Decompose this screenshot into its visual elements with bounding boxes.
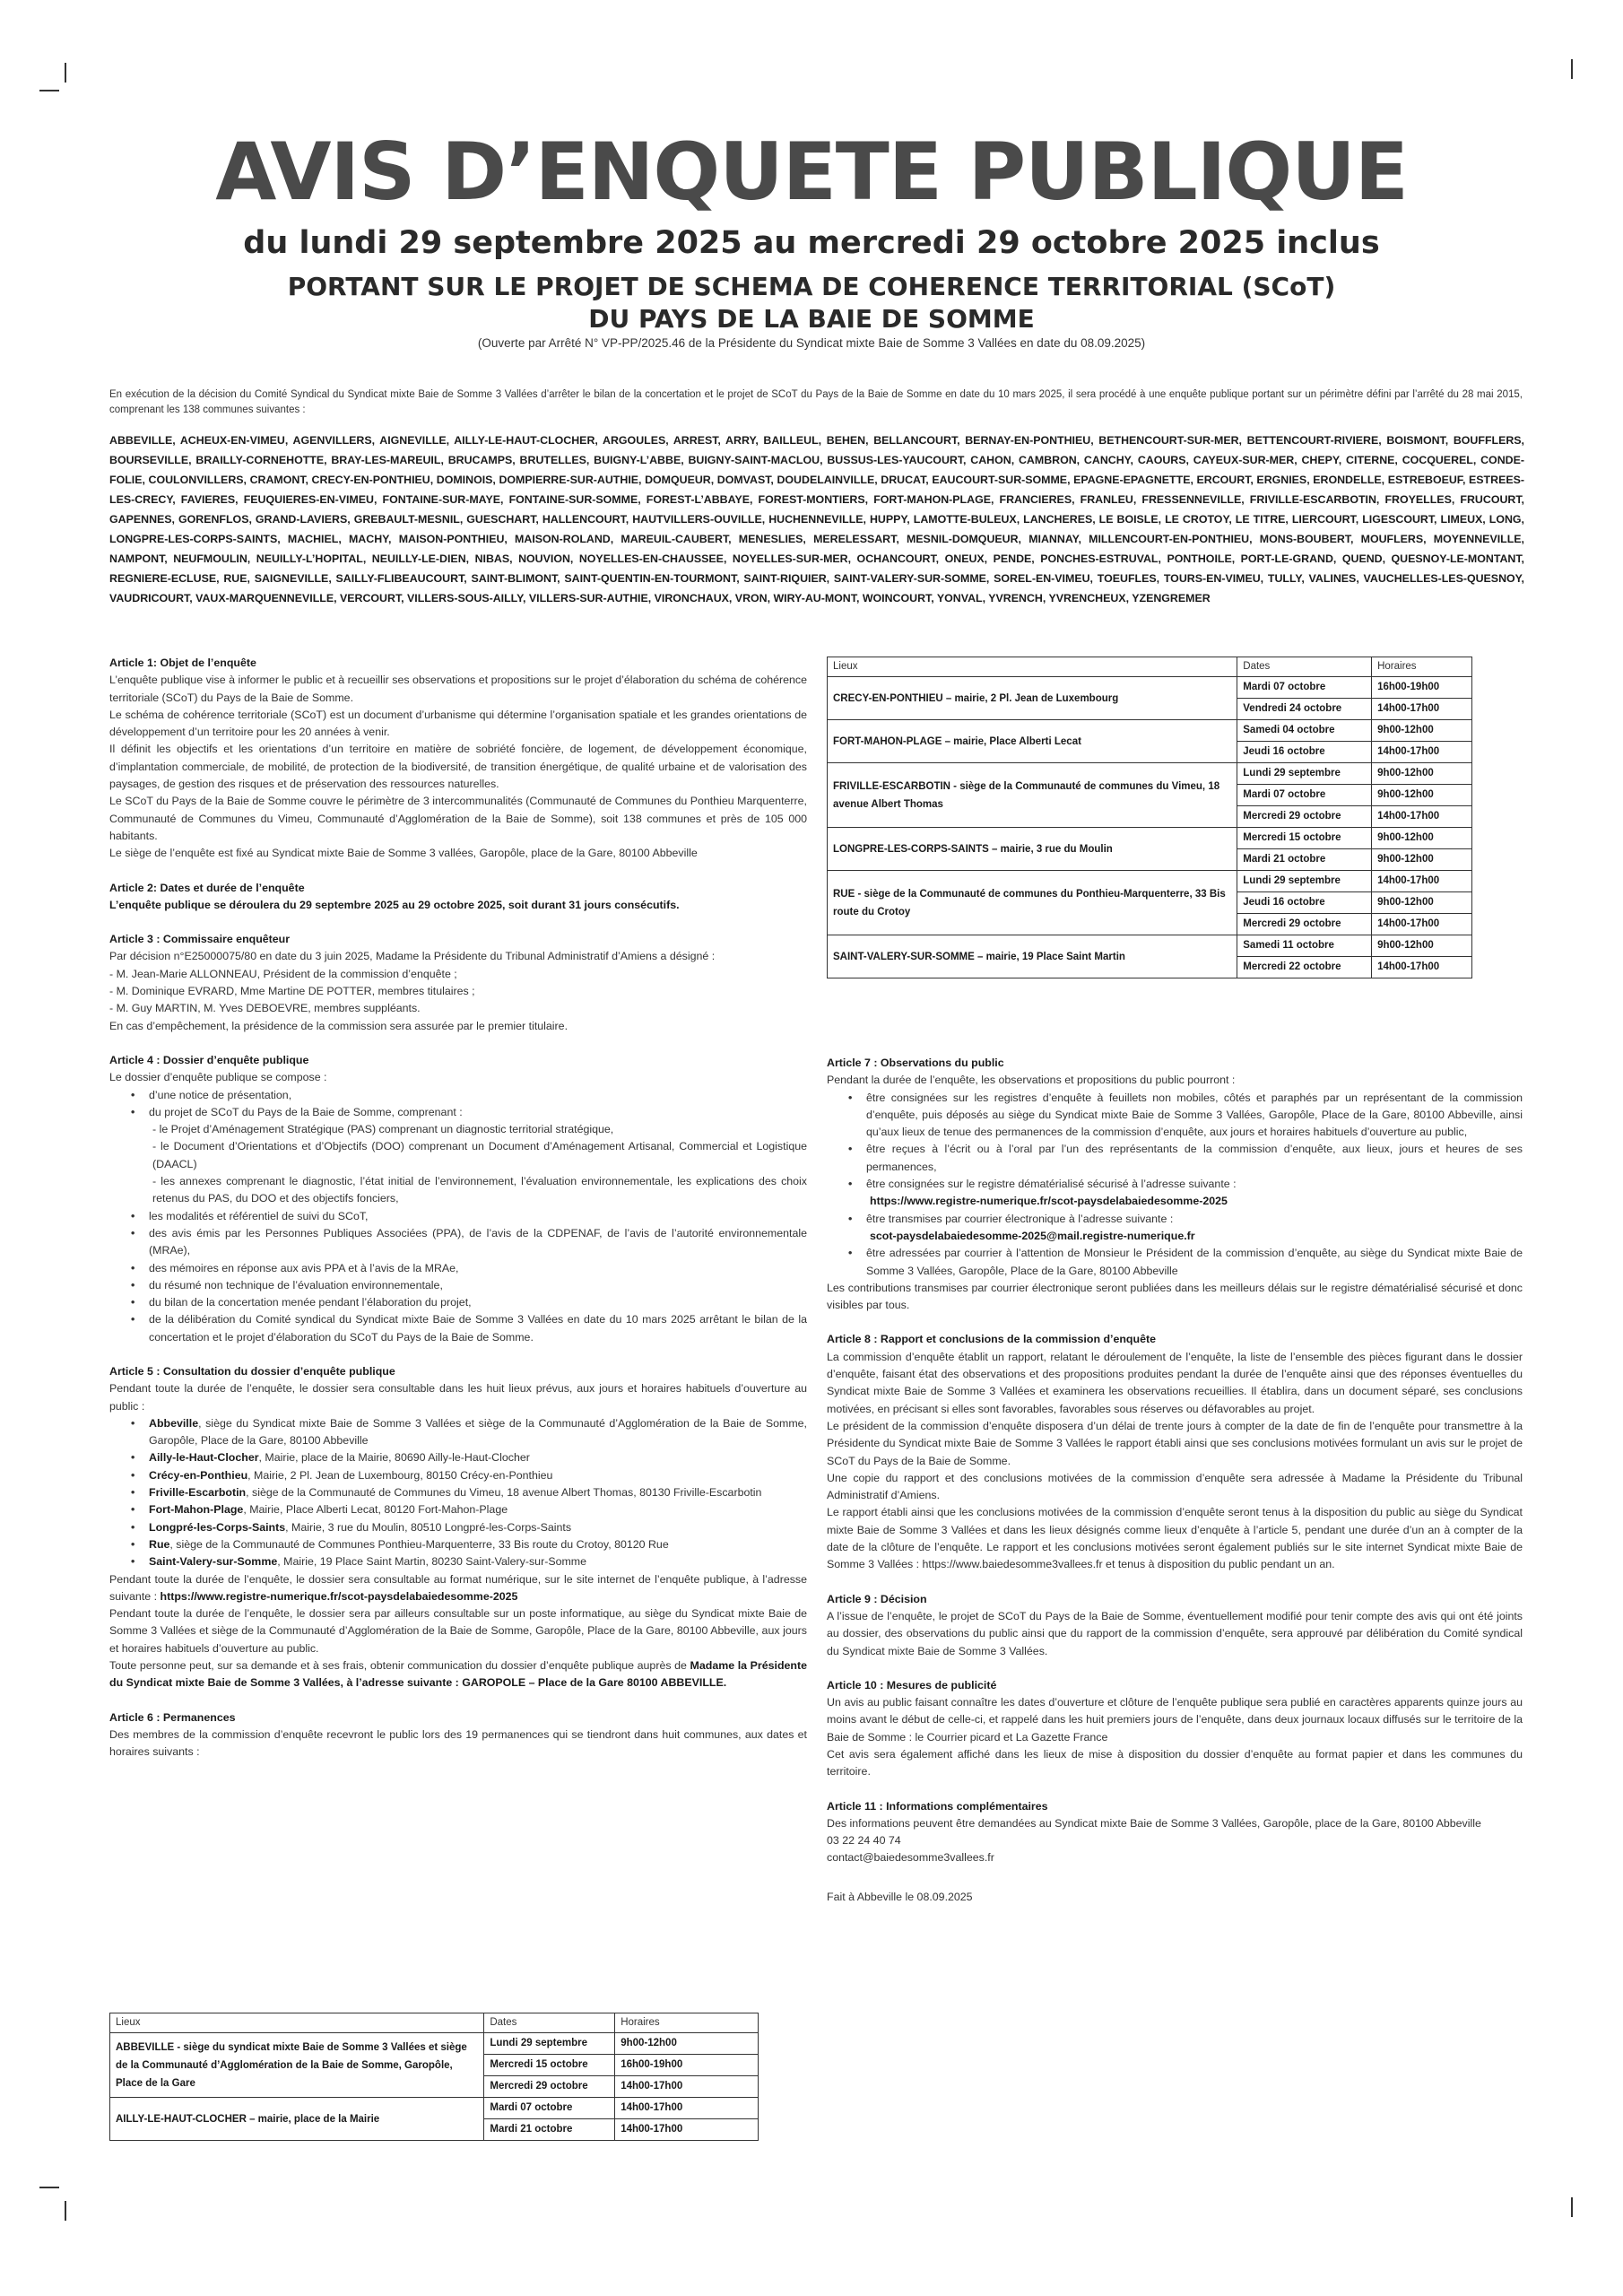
place-name: Saint-Valery-sur-Somme <box>149 1555 278 1569</box>
table-row <box>110 2033 759 2055</box>
crop-mark <box>1571 59 1573 79</box>
article-1-p1: L’enquête publique vise à informer le public et à recueillir ses observations et propositions sur le projet d’élaboration du schéma de cohérence territoriale (SCoT) du Pays de la Baie de Somme. <box>109 674 807 704</box>
place-name: Fort-Mahon-Plage <box>149 1503 244 1517</box>
list-item <box>109 1553 807 1570</box>
cell-date: Mercredi 29 octobre <box>1237 806 1372 828</box>
place-address: , siège de la Communauté de Communes du Vimeu, 18 avenue Albert Thomas, 80130 Friville-Escarbotin <box>246 1486 762 1500</box>
cell-date: Vendredi 24 octobre <box>1237 699 1372 720</box>
place-address: , Mairie, Place Alberti Lecat, 80120 Fort-Mahon-Plage <box>243 1503 508 1517</box>
cell-horaire: 14h00-17h00 <box>615 2098 759 2119</box>
place-address: , Mairie, 3 rue du Moulin, 80510 Longpré-les-Corps-Saints <box>285 1520 572 1534</box>
article-7-p2: Les contributions transmises par courrier électronique seront publiées dans les meilleurs délais sur le registre dématérialisé sécurisé et donc visibles par tous. <box>827 1281 1523 1312</box>
list-item: • d’une notice de présentation, <box>109 1087 807 1104</box>
cell-date: Lundi 29 septembre <box>1237 763 1372 785</box>
article-5-title: Article 5 : Consultation du dossier d’enquête publique <box>109 1364 395 1378</box>
cell-date: Mercredi 15 octobre <box>1237 828 1372 849</box>
contact-phone: 03 22 24 40 74 <box>827 1834 901 1848</box>
list-item: • des avis émis par les Personnes Publiques Associées (PPA), de l’avis de la CDPENAF, de l’avis de l’autorité environnementale (MRAe), <box>109 1225 807 1260</box>
article-5-p4 <box>109 1657 807 1692</box>
article-3-title: Article 3 : Commissaire enquêteur <box>109 933 291 946</box>
article-5-p1: Pendant toute la durée de l’enquête, le dossier sera consultable dans les huit lieux prévus, aux jours et horaires habituels d’ouverture au public : <box>109 1382 807 1413</box>
article-8-p2: Le président de la commission d’enquête disposera d’un délai de trente jours à compter de la date de fin de l’enquête pour transmettre à la Présidente du Syndicat mixte Baie de Somme 3 Vallées le rapport établi ainsi que ses conclusions motivées formulant un avis sur le projet de SCoT du Pays de la Baie de Somme. <box>827 1419 1523 1467</box>
cell-horaire: 14h00-17h00 <box>1372 742 1472 763</box>
table-row <box>828 677 1472 699</box>
cell-horaire: 9h00-12h00 <box>1372 828 1472 849</box>
list-item <box>109 1536 807 1553</box>
place-name: Ailly-le-Haut-Clocher <box>149 1451 259 1465</box>
article-2-title: Article 2: Dates et durée de l’enquête <box>109 881 305 894</box>
article-1-title: Article 1: Objet de l’enquête <box>109 657 256 669</box>
list-item <box>109 1467 807 1484</box>
page-header <box>99 126 1524 352</box>
article-8-title: Article 8 : Rapport et conclusions de la commission d’enquête <box>827 1333 1156 1346</box>
cell-date: Mercredi 29 octobre <box>484 2076 615 2098</box>
cell-date: Mercredi 29 octobre <box>1237 914 1372 935</box>
list-item <box>109 1501 807 1518</box>
col-header-lieux: Lieux <box>110 2013 484 2033</box>
page-title: AVIS D’ENQUETE PUBLIQUE <box>215 126 1408 218</box>
article-1-p2: Le schéma de cohérence territoriale (SCoT) est un document d’urbanisme qui détermine l’organisation spatiale et les grandes orientations de développement d’un territoire pour les 20 années à venir. <box>109 708 807 739</box>
cell-horaire: 9h00-12h00 <box>1372 763 1472 785</box>
cell-date: Mardi 07 octobre <box>484 2098 615 2119</box>
article-5-p2 <box>109 1571 807 1606</box>
list-item <box>109 1449 807 1466</box>
cell-date: Lundi 29 septembre <box>484 2033 615 2055</box>
cell-horaire: 14h00-17h00 <box>615 2119 759 2141</box>
cell-horaire: 14h00-17h00 <box>1372 699 1472 720</box>
crop-mark <box>65 63 66 83</box>
consultation-places-list <box>109 1415 807 1571</box>
list-item: • être consignées sur les registres d’enquête à feuillets non mobiles, côtés et paraphés par un représentant de la commission d’enquête, puis déposés au siège du Syndicat mixte Baie de Somme 3 Vallées, Garopôle, Place de la Gare, 80100 Abbeville, ainsi qu’aux lieux de tenue des permanences de la commission d’enquête, aux jours et horaires habituels d’ouverture au public, <box>827 1090 1523 1142</box>
subject-line-1: PORTANT SUR LE PROJET DE SCHEMA DE COHERENCE TERRITORIAL (SCoT) <box>287 272 1336 301</box>
list-item: • du projet de SCoT du Pays de la Baie de Somme, comprenant : <box>109 1104 807 1121</box>
communes-list: ABBEVILLE, ACHEUX-EN-VIMEU, AGENVILLERS, AIGNEVILLE, AILLY-LE-HAUT-CLOCHER, ARGOULES, ARREST, ARRY, BAILLEUL, BEHEN, BELLANCOURT, BERNAY-EN-PONTHIEU, BETHENCOURT-SUR-MER, BETTENCOURT-RIVIERE, BOISMONT, BOUFFLERS, BOURSEVILLE, BRAILLY-CORNEHOTTE, BRAY-LES-MAREUIL, BRUCAMPS, BRUTELLES, BUIGNY-L’ABBE, BUIGNY-SAINT-MACLOU, BUSSUS-LES-YAUCOURT, CAHON, CAMBRON, CANCHY, CAOURS, CAYEUX-SUR-MER, CHEPY, CITERNE, COCQUEREL, CONDE-FOLIE, COULONVILLERS, CRAMONT, CRECY-EN-PONTHIEU, DOMINOIS, DOMPIERRE-SUR-AUTHIE, DOMQUEUR, DOMVAST, DOUDELAINVILLE, DRUCAT, EAUCOURT-SUR-SOMME, EPAGNE-EPAGNETTE, ERCOURT, ERGNIES, ERONDELLE, ESTREBOEUF, ESTREES-LES-CRECY, FAVIERES, FEUQUIERES-EN-VIMEU, FONTAINE-SUR-MAYE, FONTAINE-SUR-SOMME, FOREST-L’ABBAYE, FOREST-MONTIERS, FORT-MAHON-PLAGE, FRANCIERES, FRANLEU, FRESSENNEVILLE, FRIVILLE-ESCARBOTIN, FROYELLES, FRUCOURT, GAPENNES, GORENFLOS, GRAND-LAVIERS, GREBAULT-MESNIL, GUESCHART, HALLENCOURT, HAUTVILLERS-OUVILLE, HUCHENNEVILLE, HUPPY, LAMOTTE-BULEUX, LANCHERES, LE BOISLE, LE CROTOY, LE TITRE, LIERCOURT, LIGESCOURT, LIMEUX, LONG, LONGPRE-LES-CORPS-SAINTS, MACHIEL, MACHY, MAISON-PONTHIEU, MAISON-ROLAND, MAREUIL-CAUBERT, MENESLIES, MERELESSART, MESNIL-DOMQUEUR, MIANNAY, MILLENCOURT-EN-PONTHIEU, MONS-BOUBERT, MOUFLERS, MOYENNEVILLE, NAMPONT, NEUFMOULIN, NEUILLY-L’HOPITAL, NEUILLY-LE-DIEN, NIBAS, NOUVION, NOYELLES-EN-CHAUSSEE, NOYELLES-SUR-MER, OCHANCOURT, ONEUX, PENDE, PONCHES-ESTRUVAL, PONTHOILE, PORT-LE-GRAND, QUEND, QUESNOY-LE-MONTANT, REGNIERE-ECLUSE, RUE, SAIGNEVILLE, SAILLY-FLIBEAUCOURT, SAINT-BLIMONT, SAINT-QUENTIN-EN-TOURMONT, SAINT-RIQUIER, SAINT-VALERY-SUR-SOMME, SOREL-EN-VIMEU, TOEUFLES, TOURS-EN-VIMEU, TULLY, VALINES, VAUCHELLES-LES-QUESNOY, VAUDRICOURT, VAUX-MARQUENNEVILLE, VERCOURT, VILLERS-SOUS-AILLY, VILLERS-SUR-AUTHIE, VIRONCHAUX, VRON, WIRY-AU-MONT, WOINCOURT, YONVAL, YVRENCH, YVRENCHEUX, YZENGREMER <box>109 434 1524 604</box>
article-2-p1: L’enquête publique se déroulera du 29 septembre 2025 au 29 octobre 2025, soit durant 31 jours consécutifs. <box>109 898 680 911</box>
place-address: , Mairie, place de la Mairie, 80690 Ailly-le-Haut-Clocher <box>258 1451 530 1465</box>
list-item: • de la délibération du Comité syndical du Syndicat mixte Baie de Somme 3 Vallées en date du 10 mars 2025 arrêtant le bilan de la concertation et le projet d’élaboration du SCoT du Pays de la Baie de Somme. <box>109 1311 807 1346</box>
article-5-p4-text: Toute personne peut, sur sa demande et à ses frais, obtenir communication du dossier d’enquête publique auprès de <box>109 1659 687 1673</box>
cell-date: Mardi 07 octobre <box>1237 785 1372 806</box>
list-item: • être consignées sur le registre dématérialisé sécurisé à l’adresse suivante : <box>827 1176 1523 1193</box>
cell-date: Mardi 21 octobre <box>484 2119 615 2141</box>
article-5-p3: Pendant toute la durée de l’enquête, le dossier sera par ailleurs consultable sur un poste informatique, au siège du Syndicat mixte Baie de Somme 3 Vallées et siège de la Communauté d’Agglomération de la Baie de Somme, Garopôle, Place de la Gare, 80100 Abbeville, aux jours et horaires habituels d’ouverture au public. <box>109 1607 807 1655</box>
contact-email[interactable]: contact@baiedesomme3vallees.fr <box>827 1851 994 1865</box>
article-4-title: Article 4 : Dossier d’enquête publique <box>109 1053 309 1066</box>
place-name: Friville-Escarbotin <box>149 1486 247 1500</box>
place-name: Abbeville <box>149 1416 199 1430</box>
article-3-member-1: - M. Jean-Marie ALLONNEAU, Président de la commission d’enquête ; <box>109 967 457 980</box>
article-7-title: Article 7 : Observations du public <box>827 1057 1004 1069</box>
article-9-p1: A l’issue de l’enquête, le projet de SCoT du Pays de la Baie de Somme, éventuellement modifié pour tenir compte des avis qui ont été joints au dossier, des observations du public ainsi que du rapport de la commission d’enquête, sera approuvé par délibération du Comité syndical du Syndicat mixte Baie de Somme 3 Vallées. <box>827 1609 1523 1657</box>
col-header-horaires: Horaires <box>1372 657 1472 677</box>
article-9-title: Article 9 : Décision <box>827 1592 927 1605</box>
cell-horaire: 9h00-12h00 <box>1372 935 1472 957</box>
article-8-p3: Une copie du rapport et des conclusions motivées de la commission d’enquête sera adressée à Madame la Présidente du Tribunal Administratif d’Amiens. <box>827 1471 1523 1502</box>
article-3-p2: En cas d’empêchement, la présidence de la commission sera assurée par le premier titulaire. <box>109 1019 568 1032</box>
crop-mark <box>1571 2197 1573 2217</box>
col-header-lieux: Lieux <box>828 657 1237 677</box>
article-8-p4: Le rapport établi ainsi que les conclusions motivées de la commission d’enquête seront tenus à la disposition du public au siège du Syndicat mixte Baie de Somme 3 Vallées et dans les lieux désignés comme lieux d’enquête à l’article 5, pendant une durée d’un an à compter de la date de la clôture de l’enquête. Le rapport et les conclusions motivées seront également publiés sur le site internet Syndicat mixte Baie de Somme 3 Vallées : https://www.baiedesomme3vallees.fr et tenus à disposition du public pendant un an. <box>827 1506 1523 1571</box>
col-header-dates: Dates <box>484 2013 615 2033</box>
cell-lieu: FRIVILLE-ESCARBOTIN - siège de la Communauté de communes du Vimeu, 18 avenue Albert Thomas <box>828 763 1237 828</box>
article-10-title: Article 10 : Mesures de publicité <box>827 1678 997 1692</box>
list-item: • être reçues à l’écrit ou à l’oral par l’un des représentants de la commission d’enquête, aux lieux, jours et heures de ses permanences, <box>827 1141 1523 1176</box>
list-item: • du bilan de la concertation menée pendant l’élaboration du projet, <box>109 1294 807 1311</box>
cell-lieu: SAINT-VALERY-SUR-SOMME – mairie, 19 Place Saint Martin <box>828 935 1237 978</box>
place-name: Crécy-en-Ponthieu <box>149 1468 248 1482</box>
cell-date: Mercredi 22 octobre <box>1237 957 1372 978</box>
list-subitem: - le Document d’Orientations et d’Objectifs (DOO) comprenant un Document d’Aménagement Artisanal, Commercial et Logistique (DAACL) <box>152 1140 807 1170</box>
cell-horaire: 14h00-17h00 <box>1372 806 1472 828</box>
permanences-table-left <box>109 2013 759 2141</box>
cell-horaire: 9h00-12h00 <box>1372 785 1472 806</box>
cell-horaire: 9h00-12h00 <box>1372 849 1472 871</box>
col-header-dates: Dates <box>1237 657 1372 677</box>
table-row <box>828 935 1472 957</box>
cell-horaire: 14h00-17h00 <box>1372 957 1472 978</box>
place-address: , Mairie, 2 Pl. Jean de Luxembourg, 80150 Crécy-en-Ponthieu <box>247 1468 553 1482</box>
cell-date: Mardi 21 octobre <box>1237 849 1372 871</box>
cell-horaire: 16h00-19h00 <box>1372 677 1472 699</box>
cell-lieu: FORT-MAHON-PLAGE – mairie, Place Alberti Lecat <box>828 720 1237 763</box>
list-item: • des mémoires en réponse aux avis PPA et à l’avis de la MRAe, <box>109 1260 807 1277</box>
table-row <box>828 871 1472 892</box>
table-row <box>828 828 1472 849</box>
cell-date: Samedi 04 octobre <box>1237 720 1372 742</box>
place-name: Rue <box>149 1537 170 1551</box>
registre-email-link[interactable]: scot-paysdelabaiedesomme-2025@mail.registre-numerique.fr <box>870 1229 1195 1242</box>
article-8-p1: La commission d’enquête établit un rapport, relatant le déroulement de l’enquête, la liste de l’ensemble des pièces figurant dans le dossier d’enquête, faisant état des observations et des propositions produites pendant la durée de l’enquête ainsi que des réponses éventuelles du Syndicat mixte Baie de Somme 3 Vallées et examinera les observations recueillies. Il établira, dans un document séparé, ses conclusions motivées, en précisant si elles sont favorables, favorables sous réserves ou défavorables au projet. <box>827 1350 1523 1415</box>
permanences-table-right <box>827 657 1472 978</box>
signature-line: Fait à Abbeville le 08.09.2025 <box>827 1890 973 1903</box>
list-item <box>109 1415 807 1450</box>
cell-horaire: 9h00-12h00 <box>615 2033 759 2055</box>
cell-lieu: CRECY-EN-PONTHIEU – mairie, 2 Pl. Jean de Luxembourg <box>828 677 1237 720</box>
crop-mark <box>39 90 59 91</box>
place-address: , siège de la Communauté de Communes Ponthieu-Marquenterre, 33 Bis route du Crotoy, 80120 Rue <box>169 1537 669 1551</box>
article-1-p4: Le SCoT du Pays de la Baie de Somme couvre le périmètre de 3 intercommunalités (Communauté de Communes du Ponthieu Marquenterre, Communauté de Communes du Vimeu, Communauté d’Agglomération de la Baie de Somme), soit 138 communes et près de 105 000 habitants. <box>109 795 807 842</box>
article-6-p1: Des membres de la commission d’enquête recevront le public lors des 19 permanences qui se tiendront dans huit communes, aux dates et horaires suivants : <box>109 1727 807 1759</box>
article-5-p2-text: Pendant toute la durée de l’enquête, le dossier sera consultable au format numérique, sur le site internet de l’enquête publique, à l’adresse suivante : <box>109 1572 807 1603</box>
article-5-p4-address: Madame la Présidente du Syndicat mixte Baie de Somme 3 Vallées, à l’adresse suivante : GAROPOLE – Place de la Gare 80100 ABBEVILLE. <box>109 1659 807 1690</box>
crop-mark <box>39 2187 59 2188</box>
cell-horaire: 14h00-17h00 <box>1372 914 1472 935</box>
cell-date: Jeudi 16 octobre <box>1237 742 1372 763</box>
list-item: • du résumé non technique de l’évaluation environnementale, <box>109 1277 807 1294</box>
cell-lieu: AILLY-LE-HAUT-CLOCHER – mairie, place de la Mairie <box>110 2098 484 2141</box>
right-column <box>827 1055 1523 1906</box>
cell-horaire: 9h00-12h00 <box>1372 720 1472 742</box>
place-address: , siège du Syndicat mixte Baie de Somme 3 Vallées et siège de la Communauté d’Agglomération de la Baie de Somme, Garopôle, Place de la Gare, 80100 Abbeville <box>149 1416 807 1448</box>
article-10-p1: Un avis au public faisant connaître les dates d’ouverture et clôture de l’enquête publique sera publié en caractères apparents quinze jours au moins avant le début de celle-ci, et rappelé dans les huit premiers jours de l’enquête, dans deux journaux locaux diffusés sur le territoire de la Baie de Somme : le Courrier picard et La Gazette France <box>827 1696 1523 1744</box>
cell-date: Lundi 29 septembre <box>1237 871 1372 892</box>
article-6-title: Article 6 : Permanences <box>109 1710 236 1724</box>
list-item: • être transmises par courrier électronique à l’adresse suivante : <box>827 1211 1523 1228</box>
subject-line-2: DU PAYS DE LA BAIE DE SOMME <box>588 304 1035 334</box>
cell-lieu: ABBEVILLE - siège du syndicat mixte Baie de Somme 3 Vallées et siège de la Communauté d’Agglomération de la Baie de Somme, Garopôle, Place de la Gare <box>110 2033 484 2098</box>
page-subtitle: du lundi 29 septembre 2025 au mercredi 29 octobre 2025 inclus <box>243 225 1380 261</box>
intro-paragraph: En exécution de la décision du Comité Syndical du Syndicat mixte Baie de Somme 3 Vallées d’arrêter le bilan de la concertation et le projet de SCoT du Pays de la Baie de Somme en date du 10 mars 2025, il sera procédé à une enquête publique portant sur un périmètre défini par l’arrêté du 28 mai 2015, comprenant les 138 communes suivantes : <box>109 389 1523 415</box>
article-7-p1: Pendant la durée de l’enquête, les observations et propositions du public pourront : <box>827 1074 1236 1087</box>
article-4-p1: Le dossier d’enquête publique se compose : <box>109 1071 327 1084</box>
cell-date: Samedi 11 octobre <box>1237 935 1372 957</box>
list-item: • les modalités et référentiel de suivi du SCoT, <box>109 1208 807 1225</box>
list-item <box>109 1519 807 1536</box>
cell-horaire: 16h00-19h00 <box>615 2055 759 2076</box>
place-address: , Mairie, 19 Place Saint Martin, 80230 Saint-Valery-sur-Somme <box>277 1555 587 1569</box>
cell-horaire: 9h00-12h00 <box>1372 892 1472 914</box>
list-subitem: - le Projet d’Aménagement Stratégique (PAS) comprenant un diagnostic territorial stratégique, <box>152 1123 614 1136</box>
article-1-p5: Le siège de l’enquête est fixé au Syndicat mixte Baie de Somme 3 vallées, Garopôle, place de la Gare, 80100 Abbeville <box>109 847 698 860</box>
article-3-member-2: - M. Dominique EVRARD, Mme Martine DE POTTER, membres titulaires ; <box>109 985 475 998</box>
cell-date: Mercredi 15 octobre <box>484 2055 615 2076</box>
article-10-p2: Cet avis sera également affiché dans les lieux de mise à disposition du dossier d’enquête au format papier et dans les communes du territoire. <box>827 1747 1523 1779</box>
arrete-reference: (Ouverte par Arrêté N° VP-PP/2025.46 de la Présidente du Syndicat mixte Baie de Somme 3 Vallées en date du 08.09.2025) <box>477 336 1146 350</box>
list-item <box>109 1484 807 1501</box>
cell-date: Mardi 07 octobre <box>1237 677 1372 699</box>
cell-horaire: 14h00-17h00 <box>1372 871 1472 892</box>
cell-date: Jeudi 16 octobre <box>1237 892 1372 914</box>
registre-link[interactable]: https://www.registre-numerique.fr/scot-paysdelabaiedesomme-2025 <box>160 1589 518 1603</box>
left-column <box>109 655 807 1761</box>
place-name: Longpré-les-Corps-Saints <box>149 1520 286 1534</box>
crop-mark <box>65 2201 66 2221</box>
cell-lieu: RUE - siège de la Communauté de communes du Ponthieu-Marquenterre, 33 Bis route du Crotoy <box>828 871 1237 935</box>
col-header-horaires: Horaires <box>615 2013 759 2033</box>
article-1-p3: Il définit les objectifs et les orientations d’un territoire en matière de sobriété foncière, de logement, de développement économique, d’implantation commerciale, de mobilité, de protection de la biodiversité, de transition énergétique, de qualité urbaine et de valorisation des paysages, de gestion des risques et de préservation des ressources naturelles. <box>109 743 807 791</box>
cell-lieu: LONGPRE-LES-CORPS-SAINTS – mairie, 3 rue du Moulin <box>828 828 1237 871</box>
article-11-p1: Des informations peuvent être demandées au Syndicat mixte Baie de Somme 3 Vallées, Garopôle, place de la Gare, 80100 Abbeville <box>827 1816 1481 1830</box>
registre-link[interactable]: https://www.registre-numerique.fr/scot-paysdelabaiedesomme-2025 <box>870 1195 1228 1208</box>
table-row <box>110 2098 759 2119</box>
article-11-title: Article 11 : Informations complémentaires <box>827 1799 1048 1813</box>
cell-horaire: 14h00-17h00 <box>615 2076 759 2098</box>
table-row <box>828 720 1472 742</box>
list-item: • être adressées par courrier à l’attention de Monsieur le Président de la commission d’enquête, au siège du Syndicat mixte Baie de Somme 3 Vallées, Garopôle, Place de la Gare, 80100 Abbeville <box>827 1245 1523 1280</box>
table-row <box>828 763 1472 785</box>
article-3-p1: Par décision n°E25000075/80 en date du 3 juin 2025, Madame la Présidente du Tribunal Administratif d’Amiens a désigné : <box>109 950 716 963</box>
list-subitem: - les annexes comprenant le diagnostic, l’état initial de l’environnement, l’évaluation environnementale, les explications des choix retenus du PAS, du DOO et des objectifs fonciers, <box>152 1175 807 1205</box>
article-3-member-3: - M. Guy MARTIN, M. Yves DEBOEVRE, membres suppléants. <box>109 1002 421 1015</box>
